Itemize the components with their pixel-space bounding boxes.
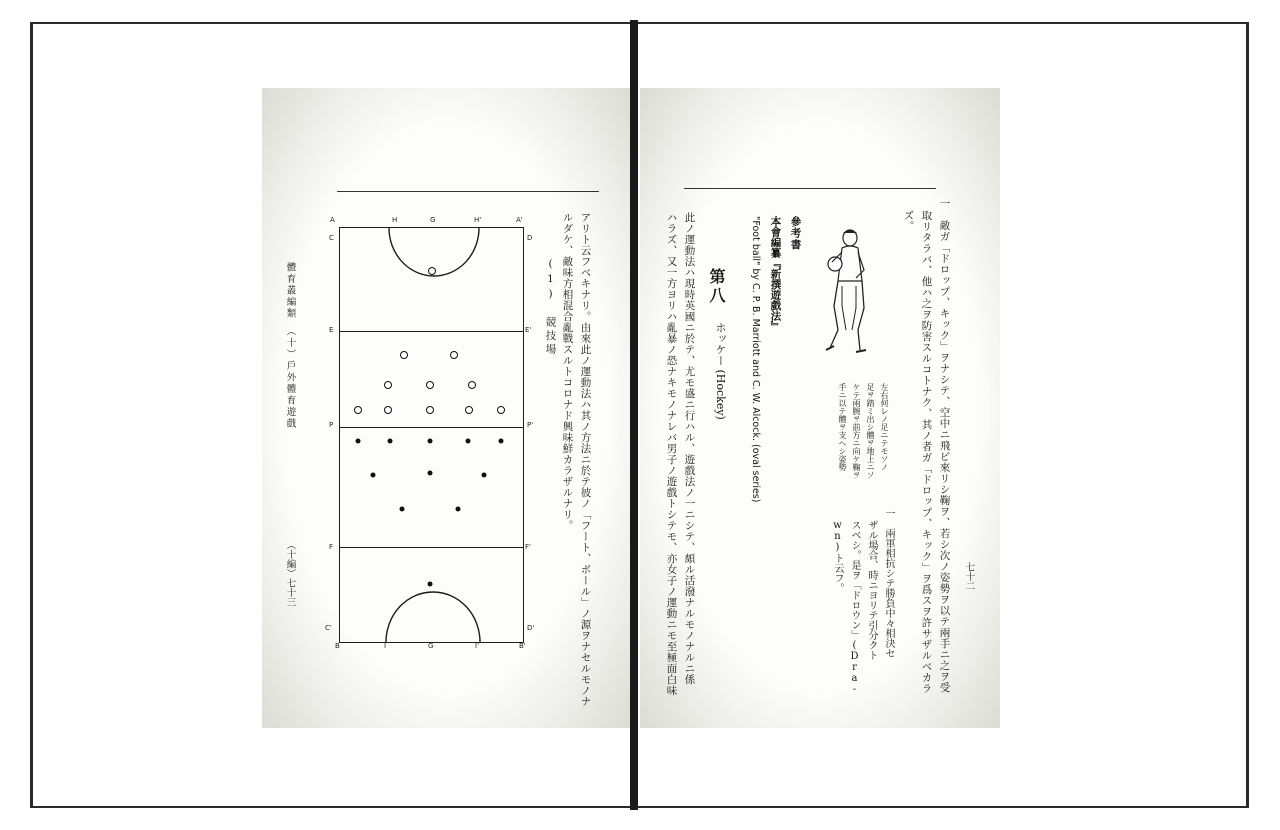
player-marker: [428, 582, 433, 587]
rule-2-line-3: スベシ。是ヲ「ドロウン」(Dra-: [849, 520, 860, 695]
player-marker: [426, 406, 434, 414]
player-marker: [465, 406, 473, 414]
field-label: E: [329, 326, 334, 334]
field-label: I: [384, 642, 387, 650]
rule-2-line-1: 一 兩軍相抗シテ勝負中々相決セ: [883, 508, 894, 658]
player-marker: [466, 439, 471, 444]
player-marker: [400, 507, 405, 512]
field-label: F': [525, 543, 531, 551]
left-top-rule: [337, 191, 599, 192]
rule-2-line-2: ザル場合、時ニヨリテ引分クト: [866, 520, 877, 660]
player-marker: [482, 473, 487, 478]
left-body-line-2: ルダケ、敵味方相混合亂戰スルトコロナド興味鮮カラザルナリ。: [561, 212, 574, 531]
player-marker: [354, 406, 362, 414]
right-page-number: 七十二: [963, 562, 975, 591]
player-illustration: [820, 226, 878, 358]
left-section-label: (1) 競技場: [544, 258, 557, 357]
field-label: G: [428, 642, 434, 650]
field-label: F: [329, 543, 334, 551]
player-marker: [450, 351, 458, 359]
field-label: H: [392, 216, 398, 224]
caption-line-1: 左右何レノ足ニテモソノ: [880, 383, 889, 471]
references-heading: 參考書: [789, 216, 802, 251]
caption-line-3: ケテ兩腕ヲ前方ニ向ケ鞠ヲ: [852, 383, 861, 479]
book-spine: [630, 20, 638, 810]
player-marker: [426, 381, 434, 389]
player-marker: [384, 381, 392, 389]
field-label: H': [474, 216, 482, 224]
rule-1-line-1: 一 敵ガ「ドロップ、キック」ヲナシテ、空中ニ飛ビ來リシ鞠ヲ、若シ次ノ姿勢ヲ以テ兩手ニ之ヲ受: [938, 198, 951, 693]
field-label: B: [335, 642, 340, 650]
chapter-title: 第八: [707, 268, 726, 306]
player-marker: [388, 439, 393, 444]
field-label: C: [329, 234, 334, 242]
field-label: G: [430, 216, 436, 224]
field-label: A': [516, 216, 523, 224]
field-label: B': [519, 642, 526, 650]
player-marker: [428, 267, 436, 275]
player-marker: [356, 439, 361, 444]
field-label: C': [325, 624, 332, 632]
field-label: P': [527, 421, 534, 429]
player-marker: [400, 351, 408, 359]
player-marker: [456, 507, 461, 512]
caption-line-4: 手ニ以テ體ヲ支ヘシ姿勢: [838, 383, 847, 471]
right-top-rule: [684, 188, 936, 189]
caption-line-2: 足ヲ踏ミ出シ體ヲ地上ニソ: [866, 383, 875, 479]
player-marker: [428, 439, 433, 444]
field-label: E': [525, 326, 532, 334]
player-marker: [371, 473, 376, 478]
rule-2-line-4: wn)ト云フ。: [832, 520, 843, 593]
player-marker: [468, 381, 476, 389]
player-marker: [428, 471, 433, 476]
shooting-circles: [340, 228, 523, 642]
chapter-subtitle: ホッケー (Hockey): [714, 322, 727, 420]
rule-1-line-2: 取リタラバ、他ハ之ヲ防害スルコトナク、其ノ者ガ「ドロップ、キック」ヲ爲スヲ許サザルベカラ: [920, 210, 933, 694]
player-marker: [499, 439, 504, 444]
field-label: D': [527, 624, 535, 632]
left-running-title: 體育叢編類 （十）戶外體育遊戲: [284, 262, 296, 430]
field-label: P: [329, 421, 334, 429]
rule-1-line-3: ズ。: [902, 210, 915, 231]
left-page-number: （十編）七十三: [284, 540, 296, 607]
right-body-line-2: ハラズ、又一方ヨリハ亂暴ノ恐ナキモノナレバ男子ノ遊戲トシテモ、亦女子ノ運動ニモ至極面白味: [665, 212, 678, 696]
field-label: I': [475, 642, 479, 650]
reference-1: 本會編纂『新撰遊戲法』: [769, 216, 782, 332]
reference-2: "Foot ball" by C. P. B. Marriott and C. W. Alcock. (oval series): [750, 216, 761, 503]
player-marker: [497, 406, 505, 414]
player-marker: [384, 406, 392, 414]
field-label: A: [330, 216, 335, 224]
right-body-line-1: 此ノ運動法ハ現時英國ニ於テ、尤モ盛ニ行ハル、遊戲法ノ一ニシテ、頗ル活潑ナルモノナルニ係: [683, 212, 696, 685]
field-label: D: [527, 234, 533, 242]
left-body-line-1: アリト云フベキナリ。由來此ノ運動法ハ其ノ方法ニ於テ彼ノ「フート、ボール」ノ源ヲナセルモノナ: [579, 212, 592, 707]
hockey-field-diagram: [339, 227, 524, 643]
